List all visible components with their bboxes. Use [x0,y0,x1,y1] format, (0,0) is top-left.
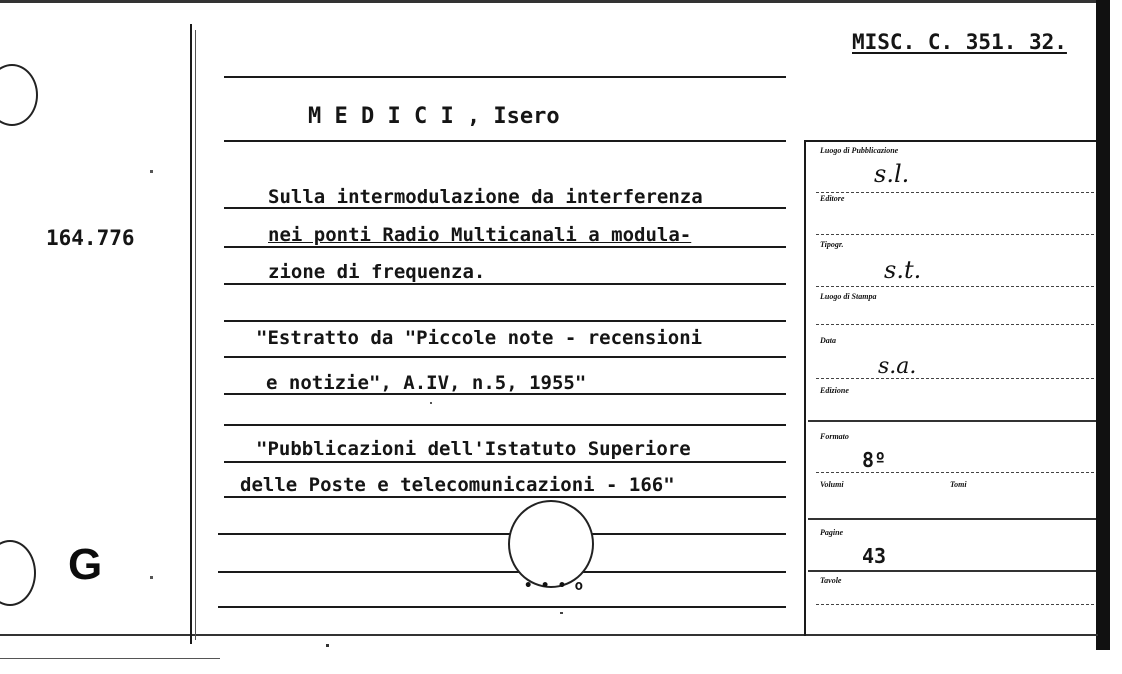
rule [224,356,786,358]
label-data: Data [820,336,836,345]
label-tomi: Tomi [950,480,967,489]
label-luogo-pubblicazione: Luogo di Pubblicazione [820,146,899,155]
label-formato: Formato [820,432,849,441]
scan-speck [326,644,329,647]
rule [224,496,786,498]
meta-rule [816,286,1094,287]
inventory-number: 164.776 [46,226,135,250]
rule [224,320,786,322]
meta-rule [816,472,1094,473]
series-line-2: delle Poste e telecomunicazioni - 166" [240,474,675,496]
label-editore: Editore [820,194,845,203]
left-margin-rule [190,24,192,644]
rule [224,461,786,463]
title-line-2: nei ponti Radio Multicanali a modula- [268,224,692,246]
rule [224,246,786,248]
meta-box-divider [808,570,1096,572]
punch-hole-center [508,500,594,588]
label-volumi: Volumi [820,480,844,489]
title-line-3: zione di frequenza. [268,261,486,283]
card-bottom-border [0,634,1098,636]
meta-box-left-border [804,140,806,636]
stamp-letter: G [68,540,103,589]
meta-box-top-border [804,140,1096,142]
title-line-1: Sulla intermodulazione da interferenza [268,186,703,208]
label-pagine: Pagine [820,528,844,537]
punch-hole-bottom [0,540,36,606]
value-pagine: 43 [862,544,887,568]
value-tipografo: s.t. [884,256,922,284]
punch-hole-top [0,64,38,126]
label-luogo-stampa: Luogo di Stampa [820,292,877,301]
scan-speck [560,612,563,614]
rule [218,571,786,573]
rule [224,283,786,285]
card-right-edge [1096,0,1110,650]
rule [224,76,786,78]
rule [218,533,786,535]
author-heading: M E D I C I , Isero [308,104,560,129]
source-line-1: "Estratto da "Piccole note - recensioni [256,327,703,349]
scan-speck [430,402,432,404]
rule [224,424,786,426]
value-formato: 8º [862,448,887,472]
source-line-2: e notizie", A.IV, n.5, 1955" [266,372,587,394]
label-tavole: Tavole [820,576,842,585]
value-luogo-pubblicazione: s.l. [874,160,910,188]
meta-rule [816,324,1094,325]
scan-speck [150,170,153,173]
rule [218,606,786,608]
card-top-border [0,0,1100,3]
value-data: s.a. [878,354,917,379]
series-line-1: "Pubblicazioni dell'Istatuto Superiore [256,438,691,460]
left-margin-rule-inner [195,30,196,640]
shelfmark: MISC. C. 351. 32. [852,30,1067,54]
meta-rule [816,378,1094,379]
meta-rule [816,604,1094,605]
meta-rule [816,234,1094,235]
rule [224,140,786,142]
label-tipografo: Tipogr. [820,240,844,249]
meta-rule [816,192,1094,193]
punch-hole-dots: • • • o [524,578,584,594]
meta-box-divider [808,518,1096,520]
scan-speck [150,576,153,579]
meta-box-divider [808,420,1096,422]
card-bottom-border-left [0,658,220,659]
label-edizione: Edizione [820,386,849,395]
